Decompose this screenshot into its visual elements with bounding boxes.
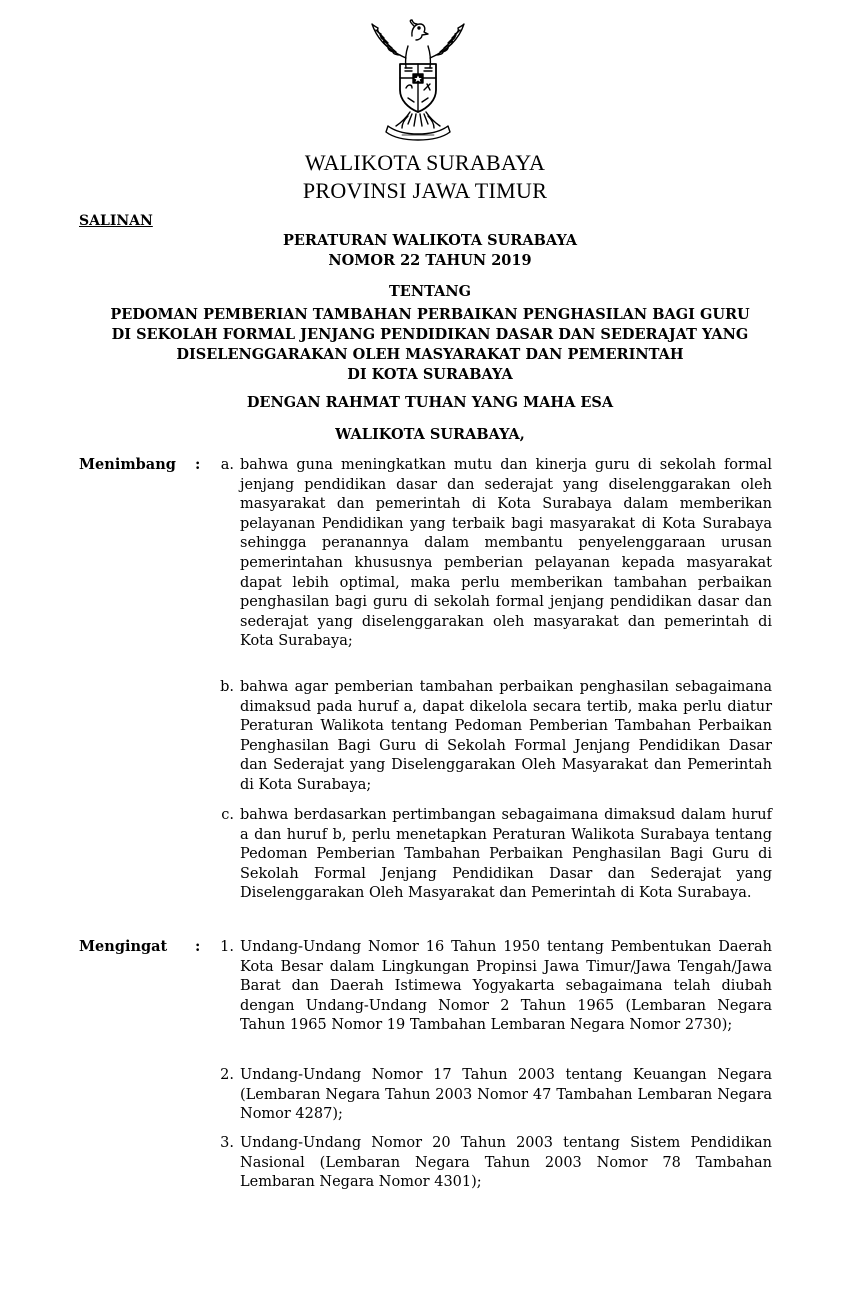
item-marker: 2.: [220, 1067, 234, 1083]
header-city: WALIKOTA SURABAYA: [304, 150, 546, 175]
menimbang-label: Menimbang: [79, 456, 176, 473]
regulation-number: NOMOR 22 TAHUN 2019: [328, 252, 532, 269]
regulation-subject: [60, 305, 800, 385]
garuda-emblem-icon: [362, 18, 474, 142]
item-text: Undang-Undang Nomor 16 Tahun 1950 tentang Pembentukan Daerah Kota Besar dalam Lingkungan Propinsi Jawa Timur/Jawa Tengah/Jawa Barat dan Daerah Istimewa Yogyakarta sebagaimana telah diubah dengan Undang-Undang Nomor 2 Tahun 1965 (Lembaran Negara Tahun 1965 Nomor 19 Tambahan Lembaran Negara Nomor 2730);: [240, 939, 772, 1034]
tentang-label: TENTANG: [389, 283, 471, 300]
item-marker: b.: [220, 679, 234, 695]
subject-line: DI SEKOLAH FORMAL JENJANG PENDIDIKAN DASAR DAN SEDERAJAT YANG: [111, 326, 749, 343]
mengingat-item-2: [204, 1066, 772, 1125]
invocation: DENGAN RAHMAT TUHAN YANG MAHA ESA: [246, 394, 614, 411]
regulation-title: PERATURAN WALIKOTA SURABAYA: [282, 232, 578, 249]
subject-line: PEDOMAN PEMBERIAN TAMBAHAN PERBAIKAN PENGHASILAN BAGI GURU: [110, 306, 750, 323]
mengingat-colon: :: [195, 938, 201, 955]
item-text: Undang-Undang Nomor 17 Tahun 2003 tentang Keuangan Negara (Lembaran Negara Tahun 2003 Nomor 47 Tambahan Lembaran Negara Nomor 4287);: [240, 1067, 772, 1123]
mengingat-label: Mengingat: [79, 938, 168, 955]
item-text: bahwa guna meningkatkan mutu dan kinerja guru di sekolah formal jenjang pendidikan dasar dan sederajat yang diselenggarakan oleh masyarakat dan pemerintah di Kota Surabaya dalam memberikan pelayanan Pendidikan yang terbaik bagi masyarakat di Kota Surabaya sehingga peranannya dalam membantu penyelenggaraan urusan pemerintahan khususnya pemberian pelayanan kepada masyarakat dapat lebih optimal, maka perlu memberikan tambahan perbaikan penghasilan bagi guru di sekolah formal jenjang pendidikan dasar dan sederajat yang diselenggarakan oleh masyarakat dan pemerintah di Kota Surabaya;: [240, 457, 772, 650]
item-text: bahwa berdasarkan pertimbangan sebagaimana dimaksud dalam huruf a dan huruf b, perlu menetapkan Peraturan Walikota Surabaya tentang Pedoman Pemberian Tambahan Perbaikan Penghasilan Bagi Guru di Sekolah Formal Jenjang Pendidikan Dasar dan Sederajat yang Diselenggarakan Oleh Masyarakat dan Pemerintah di Kota Surabaya.: [240, 807, 772, 902]
salinan-label: SALINAN: [79, 213, 153, 229]
menimbang-item-c: [204, 806, 772, 904]
menimbang-item-b: [204, 678, 772, 796]
item-marker: 3.: [220, 1135, 234, 1151]
subject-line: DISELENGGARAKAN OLEH MASYARAKAT DAN PEMERINTAH: [176, 346, 684, 363]
mengingat-item-1: [204, 938, 772, 1036]
issuer: WALIKOTA SURABAYA,: [335, 426, 525, 443]
menimbang-item-a: [204, 456, 772, 652]
item-text: bahwa agar pemberian tambahan perbaikan penghasilan sebagaimana dimaksud pada huruf a, dapat dikelola secara tertib, maka perlu diatur Peraturan Walikota tentang Pedoman Pemberian Tambahan Perbaikan Penghasilan Bagi Guru di Sekolah Formal Jenjang Pendidikan Dasar dan Sederajat yang Diselenggarakan Oleh Masyarakat dan Pemerintah di Kota Surabaya;: [240, 679, 772, 793]
item-marker: a.: [220, 457, 234, 473]
subject-line: DI KOTA SURABAYA: [347, 366, 513, 383]
item-marker: 1.: [220, 939, 234, 955]
mengingat-item-3: [204, 1134, 772, 1193]
item-text: Undang-Undang Nomor 20 Tahun 2003 tentang Sistem Pendidikan Nasional (Lembaran Negara Tahun 2003 Nomor 78 Tambahan Lembaran Negara Nomor 4301);: [240, 1135, 772, 1191]
header-province: PROVINSI JAWA TIMUR: [302, 178, 548, 203]
menimbang-colon: :: [195, 456, 201, 473]
item-marker: c.: [221, 807, 234, 823]
